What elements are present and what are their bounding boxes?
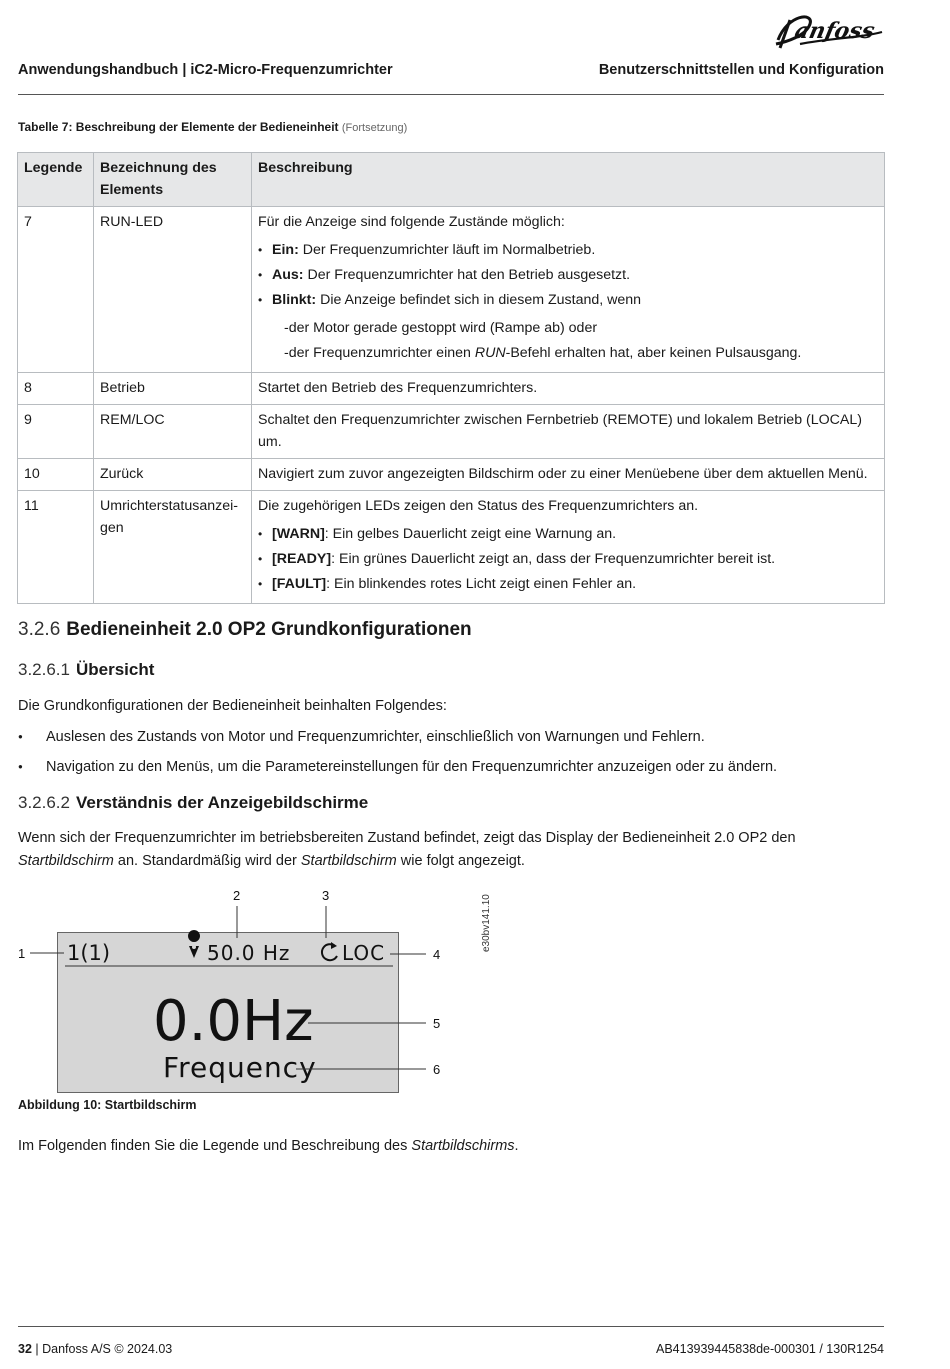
list-item: • [READY]: Ein grünes Dauerlicht zeigt an, dass der Frequenzumrichter bereit ist.	[258, 548, 878, 570]
row-desc-cell	[252, 207, 885, 373]
row-desc: Für die Anzeige sind folgende Zustände möglich:	[258, 214, 565, 230]
callout-1: 1	[18, 946, 26, 961]
lcd-menu-index: 1(1)	[67, 941, 111, 965]
sub-list	[258, 317, 878, 364]
figure-caption: Abbildung 10: Startbildschirm	[18, 1098, 197, 1112]
row-desc-cell	[252, 491, 885, 604]
footer-left: 32 | Danfoss A/S © 2024.03	[18, 1342, 173, 1356]
section-number: 3.2.6	[18, 619, 61, 640]
sub-item: -der Motor gerade gestoppt wird (Rampe ab) oder	[284, 320, 598, 336]
col-header-beschreibung: Beschreibung	[252, 153, 885, 207]
callout-2: 2	[233, 888, 241, 903]
row-desc: Schaltet den Frequenzumrichter zwischen Fernbetrieb (REMOTE) und lokalem Betrieb (LOCAL) um.	[252, 405, 885, 459]
section-heading	[18, 619, 472, 641]
list-item: ● Auslesen des Zustands von Motor und Frequenzumrichter, einschließlich von Warnungen und Fehlern.	[18, 722, 777, 752]
list-item: • Ein: Der Frequenzumrichter läuft im Normalbetrieb.	[258, 239, 878, 261]
sub-item: -der Frequenzumrichter einen RUN-Befehl erhalten hat, aber keinen Pulsausgang.	[284, 345, 802, 361]
row-name: REM/LOC	[94, 405, 252, 459]
list-item: • Blinkt: Die Anzeige befindet sich in diesem Zustand, wenn	[258, 289, 878, 311]
svg-text:anfoss: anfoss	[792, 18, 877, 44]
callout-4: 4	[433, 947, 441, 962]
list-item: • [WARN]: Ein gelbes Dauerlicht zeigt eine Warnung an.	[258, 523, 878, 545]
row-name: Betrieb	[94, 373, 252, 405]
table-row	[18, 405, 885, 459]
col-header-legende: Legende	[18, 153, 94, 207]
table-row	[18, 491, 885, 604]
header-left: Anwendungshandbuch | iC2-Micro-Frequenzumrichter	[18, 62, 393, 78]
header-rule	[18, 94, 884, 95]
subsection-heading-screens	[18, 793, 368, 813]
page-number: 32	[18, 1342, 32, 1356]
table-row	[18, 373, 885, 405]
lcd-setpoint: 50.0 Hz	[207, 941, 291, 965]
footer-rule	[18, 1326, 884, 1327]
row-num: 10	[18, 459, 94, 491]
footer-right: AB413939445838de-000301 / 130R1254	[656, 1342, 884, 1356]
lcd-mode: LOC	[342, 941, 386, 965]
row-desc: Navigiert zum zuvor angezeigten Bildschirm oder zu einer Menüebene über dem aktuellen Menü.	[252, 459, 885, 491]
callout-3: 3	[322, 888, 330, 903]
row-num: 8	[18, 373, 94, 405]
start-screen-figure	[0, 880, 520, 1095]
row-num: 9	[18, 405, 94, 459]
screens-paragraph: Wenn sich der Frequenzumrichter im betriebsbereiten Zustand befindet, zeigt das Display der Bedieneinheit 2.0 OP2 den Startbildschirm an. Standardmäßig wird der Startbildschirm wie folgt angezeigt.	[18, 830, 796, 869]
closing-paragraph: Im Folgenden finden Sie die Legende und Beschreibung des Startbildschirms.	[18, 1138, 519, 1154]
table-caption	[18, 120, 407, 134]
callout-5: 5	[433, 1016, 441, 1031]
lcd-label: Frequency	[163, 1051, 317, 1084]
rotation-icon	[322, 942, 337, 960]
table-header-row	[18, 153, 885, 207]
list-item: ● Navigation zu den Menüs, um die Parametereinstellungen für den Frequenzumrichter anzuzeigen oder zu ändern.	[18, 752, 777, 782]
danfoss-logo	[770, 8, 886, 52]
subsection-title: Verständnis der Anzeigebildschirme	[76, 793, 369, 812]
subsection-title: Übersicht	[76, 660, 155, 679]
row-name: Zurück	[94, 459, 252, 491]
table-row	[18, 207, 885, 373]
row-name: RUN-LED	[94, 207, 252, 373]
row-name: Umrichterstatusanzei-gen	[94, 491, 252, 604]
callout-6: 6	[433, 1062, 441, 1077]
table-caption-cont: (Fortsetzung)	[341, 122, 408, 134]
row-desc: Startet den Betrieb des Frequenzumrichters.	[252, 373, 885, 405]
row-desc: Die zugehörigen LEDs zeigen den Status des Frequenzumrichters an.	[258, 498, 699, 514]
figure-id: e30bv141.10	[481, 894, 492, 952]
subsection-heading-overview	[18, 660, 154, 680]
list-item: • [FAULT]: Ein blinkendes rotes Licht zeigt einen Fehler an.	[258, 573, 878, 595]
bullet-list	[18, 722, 777, 782]
subsection-number: 3.2.6.2	[18, 793, 70, 812]
row-bullets	[258, 239, 878, 311]
section-title: Bedieneinheit 2.0 OP2 Grundkonfigurationen	[66, 619, 472, 640]
intro-paragraph: Die Grundkonfigurationen der Bedieneinheit beinhalten Folgendes:	[18, 698, 447, 714]
lcd-value: 0.0Hz	[153, 989, 314, 1054]
elements-table	[17, 152, 885, 604]
row-num: 7	[18, 207, 94, 373]
col-header-bezeichnung: Bezeichnung des Elements	[94, 153, 252, 207]
list-item: • Aus: Der Frequenzumrichter hat den Betrieb ausgesetzt.	[258, 264, 878, 286]
subsection-number: 3.2.6.1	[18, 660, 70, 679]
location-pin-icon	[188, 930, 200, 958]
table-row	[18, 459, 885, 491]
row-bullets	[258, 523, 878, 595]
header-right: Benutzerschnittstellen und Konfiguration	[598, 62, 884, 78]
table-caption-title: Tabelle 7: Beschreibung der Elemente der Bedieneinheit	[18, 120, 339, 134]
row-num: 11	[18, 491, 94, 604]
